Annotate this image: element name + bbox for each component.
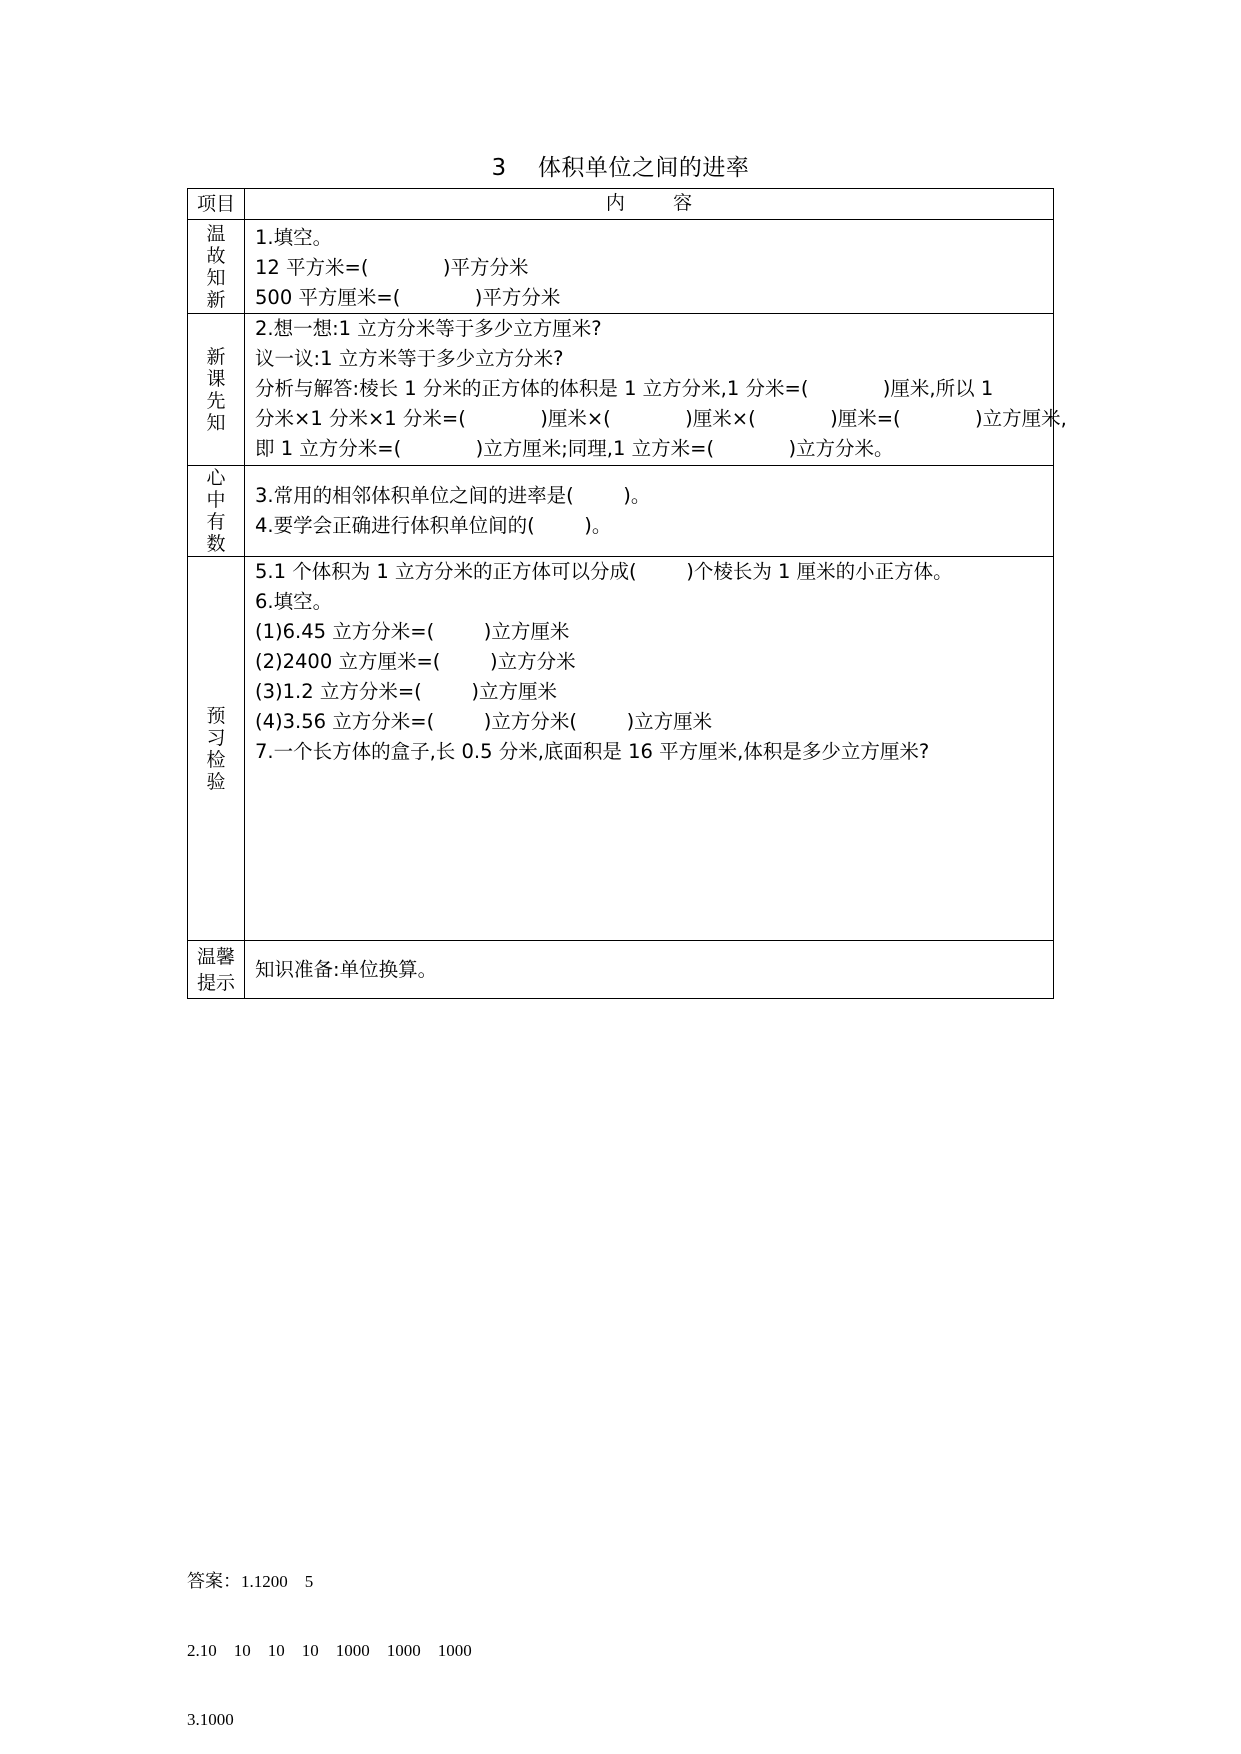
row-content-preview bbox=[245, 314, 1067, 466]
answer-line-1 bbox=[187, 1570, 472, 1593]
row-label-cell bbox=[188, 466, 245, 557]
row-label-tips: 温馨提示 bbox=[196, 945, 235, 994]
answer-label: 答案： bbox=[187, 1571, 241, 1592]
content-line: (4)3.56 立方分米=( )立方分米( )立方厘米 bbox=[255, 710, 713, 733]
row-content-tips bbox=[245, 941, 1054, 999]
worksheet-title: 3 体积单位之间的进率 bbox=[491, 155, 750, 181]
header-label-cell bbox=[188, 189, 245, 220]
table-row-review bbox=[188, 220, 1054, 314]
worksheet-table bbox=[187, 188, 1067, 999]
content-line: 500 平方厘米=( )平方分米 bbox=[255, 286, 561, 309]
table-row-preview bbox=[188, 314, 1054, 466]
content-line: 议一议:1 立方米等于多少立方分米? bbox=[255, 347, 564, 370]
row-label-preview: 新课先知 bbox=[206, 345, 226, 434]
row-label-cell bbox=[188, 314, 245, 466]
answer-values-1: 1.1200 5 bbox=[241, 1572, 314, 1591]
row-label-check: 预习检验 bbox=[206, 704, 226, 793]
table-row-check bbox=[188, 557, 1054, 941]
content-line: 分米×1 分米×1 分米=( )厘米×( )厘米×( )厘米=( )立方厘米, bbox=[255, 407, 1067, 430]
row-label-cell bbox=[188, 941, 245, 999]
row-label-cell bbox=[188, 557, 245, 941]
row-label-cell bbox=[188, 220, 245, 314]
header-content-cell bbox=[245, 189, 1054, 220]
header-label: 项目 bbox=[196, 193, 235, 215]
answer-line-2: 2.10 10 10 10 1000 1000 1000 bbox=[187, 1641, 472, 1660]
content-line: 5.1 个体积为 1 立方分米的正方体可以分成( )个棱长为 1 厘米的小正方体。 bbox=[255, 560, 953, 583]
row-label-review: 温故知新 bbox=[206, 222, 226, 311]
content-line: 7.一个长方体的盒子,长 0.5 分米,底面积是 16 平方厘米,体积是多少立方厘米? bbox=[255, 740, 930, 763]
row-label-key-points: 心中有数 bbox=[206, 467, 226, 555]
table-row-key-points bbox=[188, 466, 1054, 557]
content-line: 分析与解答:棱长 1 分米的正方体的体积是 1 立方分米,1 分米=( )厘米,所以 1 bbox=[255, 377, 994, 400]
content-line: 6.填空。 bbox=[255, 590, 333, 613]
answer-line-3: 3.1000 bbox=[187, 1710, 234, 1729]
content-line: 4.要学会正确进行体积单位间的( )。 bbox=[255, 514, 612, 537]
content-line: 1.填空。 bbox=[255, 226, 333, 249]
content-line: 2.想一想:1 立方分米等于多少立方厘米? bbox=[255, 317, 602, 340]
content-line: 3.常用的相邻体积单位之间的进率是( )。 bbox=[255, 484, 651, 507]
row-content-review bbox=[245, 220, 1054, 314]
content-line: 知识准备:单位换算。 bbox=[255, 957, 438, 981]
content-line: 12 平方米=( )平方分米 bbox=[255, 256, 529, 279]
content-line: 即 1 立方分米=( )立方厘米;同理,1 立方米=( )立方分米。 bbox=[255, 437, 894, 460]
table-row-tips bbox=[188, 941, 1054, 999]
content-line: (2)2400 立方厘米=( )立方分米 bbox=[255, 650, 576, 673]
content-line: (3)1.2 立方分米=( )立方厘米 bbox=[255, 680, 557, 703]
table-header-row bbox=[188, 189, 1054, 220]
row-content-check bbox=[245, 557, 1054, 941]
header-content: 内 容 bbox=[605, 192, 693, 214]
answer-key bbox=[187, 1524, 472, 1754]
row-content-key-points bbox=[245, 466, 1054, 557]
content-line: (1)6.45 立方分米=( )立方厘米 bbox=[255, 620, 570, 643]
